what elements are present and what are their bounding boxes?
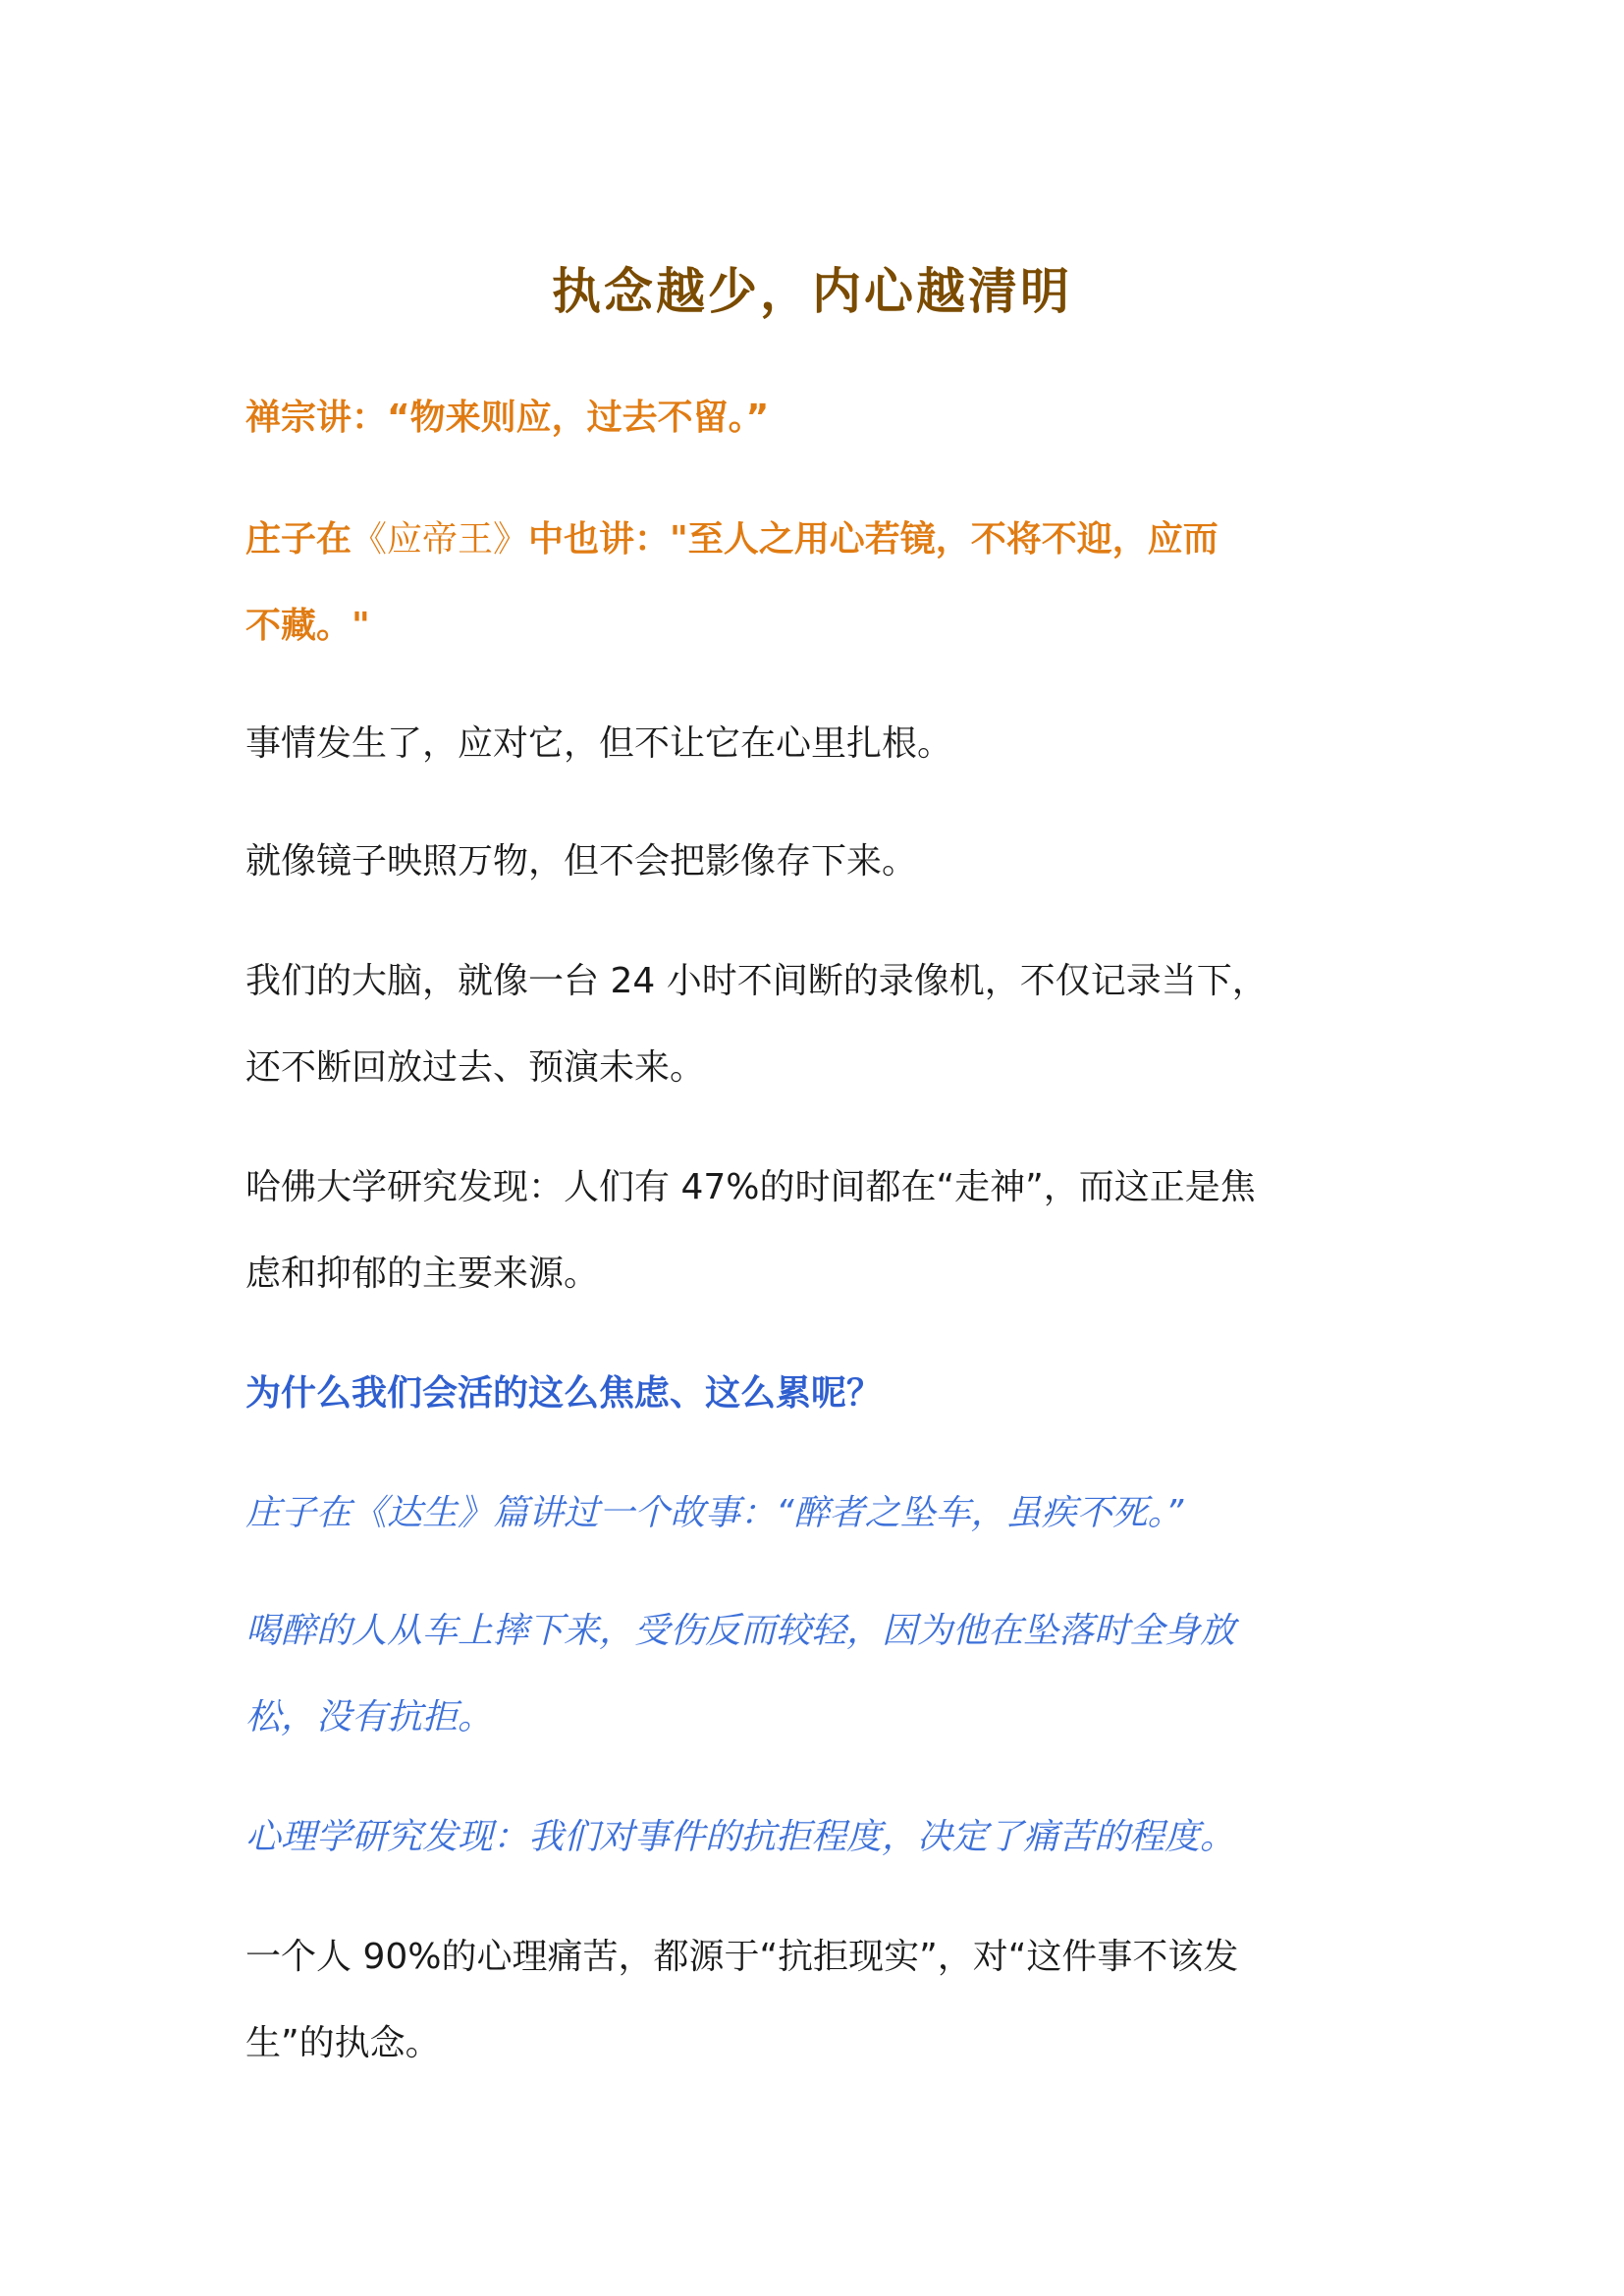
paragraph-line: 一个人 90%的心理痛苦，都源于“抗拒现实”，对“这件事不该发 xyxy=(245,1937,1239,1977)
paragraph-zhuangzi-mirror-quote xyxy=(245,497,1384,669)
paragraph-body xyxy=(245,701,1384,787)
paragraph-segment: 庄子在 xyxy=(245,519,352,560)
paragraph-line: 不藏。" xyxy=(245,606,370,646)
paragraph-line: 哈佛大学研究发现：人们有 47%的时间都在“走神”，而这正是焦 xyxy=(245,1167,1256,1207)
paragraph-segment: 中也讲："至人之用心若镜，不将不迎，应而 xyxy=(528,519,1218,560)
book-title: 《应帝王》 xyxy=(352,519,529,560)
paragraph-line xyxy=(245,497,1384,583)
paragraph-story xyxy=(245,1794,1384,1881)
paragraph-line: 喝醉的人从车上摔下来，受伤反而较轻，因为他在坠落时全身放 xyxy=(245,1611,1236,1651)
paragraph-line: 松，没有抗拒。 xyxy=(245,1697,494,1737)
page-title: 执念越少，内心越清明 xyxy=(552,262,1072,320)
paragraph-story xyxy=(245,1470,1384,1557)
paragraph-body xyxy=(245,819,1384,905)
paragraph-line: 事情发生了，应对它，但不让它在心里扎根。 xyxy=(245,723,953,764)
paragraph-line: 还不断回放过去、预演未来。 xyxy=(245,1047,706,1088)
paragraph-line: 庄子在《达生》篇讲过一个故事：“醉者之坠车，虽疾不死。” xyxy=(245,1493,1184,1533)
paragraph-line: 虑和抑郁的主要来源。 xyxy=(245,1254,600,1294)
paragraph-body xyxy=(245,1145,1384,1317)
paragraph-line: 生”的执念。 xyxy=(245,2023,441,2063)
paragraph-line: 为什么我们会活的这么焦虑、这么累呢？ xyxy=(245,1373,883,1414)
paragraph-body xyxy=(245,1914,1384,2087)
paragraph-body xyxy=(245,938,1384,1111)
paragraph-story xyxy=(245,1588,1384,1761)
paragraph-line: 就像镜子映照万物，但不会把影像存下来。 xyxy=(245,841,918,881)
paragraph-question xyxy=(245,1351,1384,1437)
paragraph-line: 禅宗讲：“物来则应，过去不留。” xyxy=(245,398,770,438)
paragraph-zen-quote xyxy=(245,375,1384,461)
paragraph-line: 心理学研究发现：我们对事件的抗拒程度，决定了痛苦的程度。 xyxy=(245,1817,1236,1857)
paragraph-line: 我们的大脑，就像一台 24 小时不间断的录像机，不仅记录当下， xyxy=(245,961,1268,1001)
